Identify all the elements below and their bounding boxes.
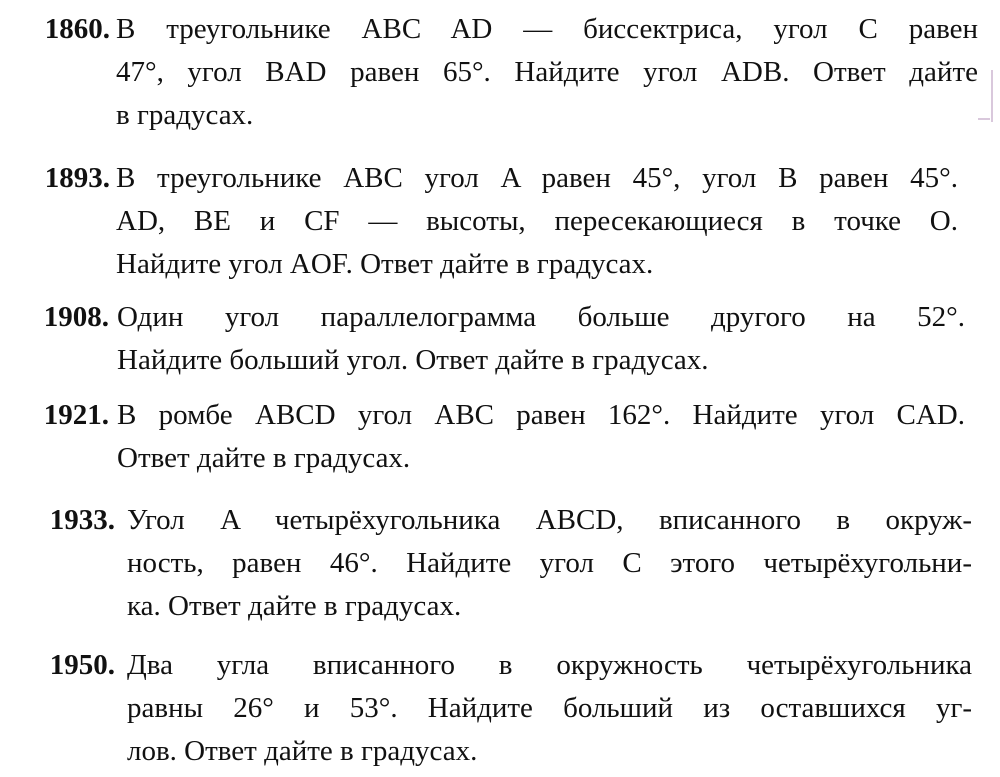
problem-line: Угол A четырёхугольника ABCD, вписанного в окруж- <box>127 504 972 536</box>
problem-text <box>117 394 965 480</box>
problem-line: В треугольнике ABC угол A равен 45°, угол B равен 45°. <box>116 162 958 194</box>
problem-1950 <box>35 644 972 773</box>
problem-line: Два угла вписанного в окружность четырёхугольника <box>127 649 972 681</box>
problem-text <box>127 644 972 773</box>
problem-text <box>117 296 965 382</box>
problem-line: 47°, угол BAD равен 65°. Найдите угол ADB. Ответ дайте <box>116 56 978 88</box>
scan-artifact <box>991 70 993 122</box>
problem-number: 1950. <box>49 649 115 681</box>
problem-1908 <box>25 296 965 382</box>
problem-line: в градусах. <box>116 99 254 131</box>
problem-line: AD, BE и CF — высоты, пересекающиеся в точке O. <box>116 205 958 237</box>
problem-line: Найдите больший угол. Ответ дайте в градусах. <box>117 344 709 376</box>
problem-number: 1893. <box>44 162 110 194</box>
problem-line: Найдите угол AOF. Ответ дайте в градусах. <box>116 248 654 280</box>
problem-line: В ромбе ABCD угол ABC равен 162°. Найдите угол CAD. <box>117 399 965 431</box>
problem-line: В треугольнике ABC AD — биссектриса, угол C равен <box>116 13 978 45</box>
problem-text <box>116 157 958 286</box>
problem-line: равны 26° и 53°. Найдите больший из оставшихся уг- <box>127 692 972 724</box>
problem-line: ка. Ответ дайте в градусах. <box>127 590 462 622</box>
problem-1921 <box>25 394 965 480</box>
problem-1933 <box>35 499 972 628</box>
problem-text <box>127 499 972 628</box>
problem-number: 1908. <box>43 301 109 333</box>
problem-line: лов. Ответ дайте в градусах. <box>127 735 478 767</box>
problem-number: 1860. <box>44 13 110 45</box>
scan-artifact <box>978 118 990 120</box>
problem-line: Ответ дайте в градусах. <box>117 442 411 474</box>
problem-1893 <box>18 157 958 286</box>
problem-number: 1921. <box>43 399 109 431</box>
problem-number: 1933. <box>49 504 115 536</box>
problem-line: ность, равен 46°. Найдите угол C этого четырёхугольни- <box>127 547 972 579</box>
problem-text <box>116 8 978 137</box>
problem-1860 <box>18 8 978 137</box>
problem-line: Один угол параллелограмма больше другого на 52°. <box>117 301 965 333</box>
